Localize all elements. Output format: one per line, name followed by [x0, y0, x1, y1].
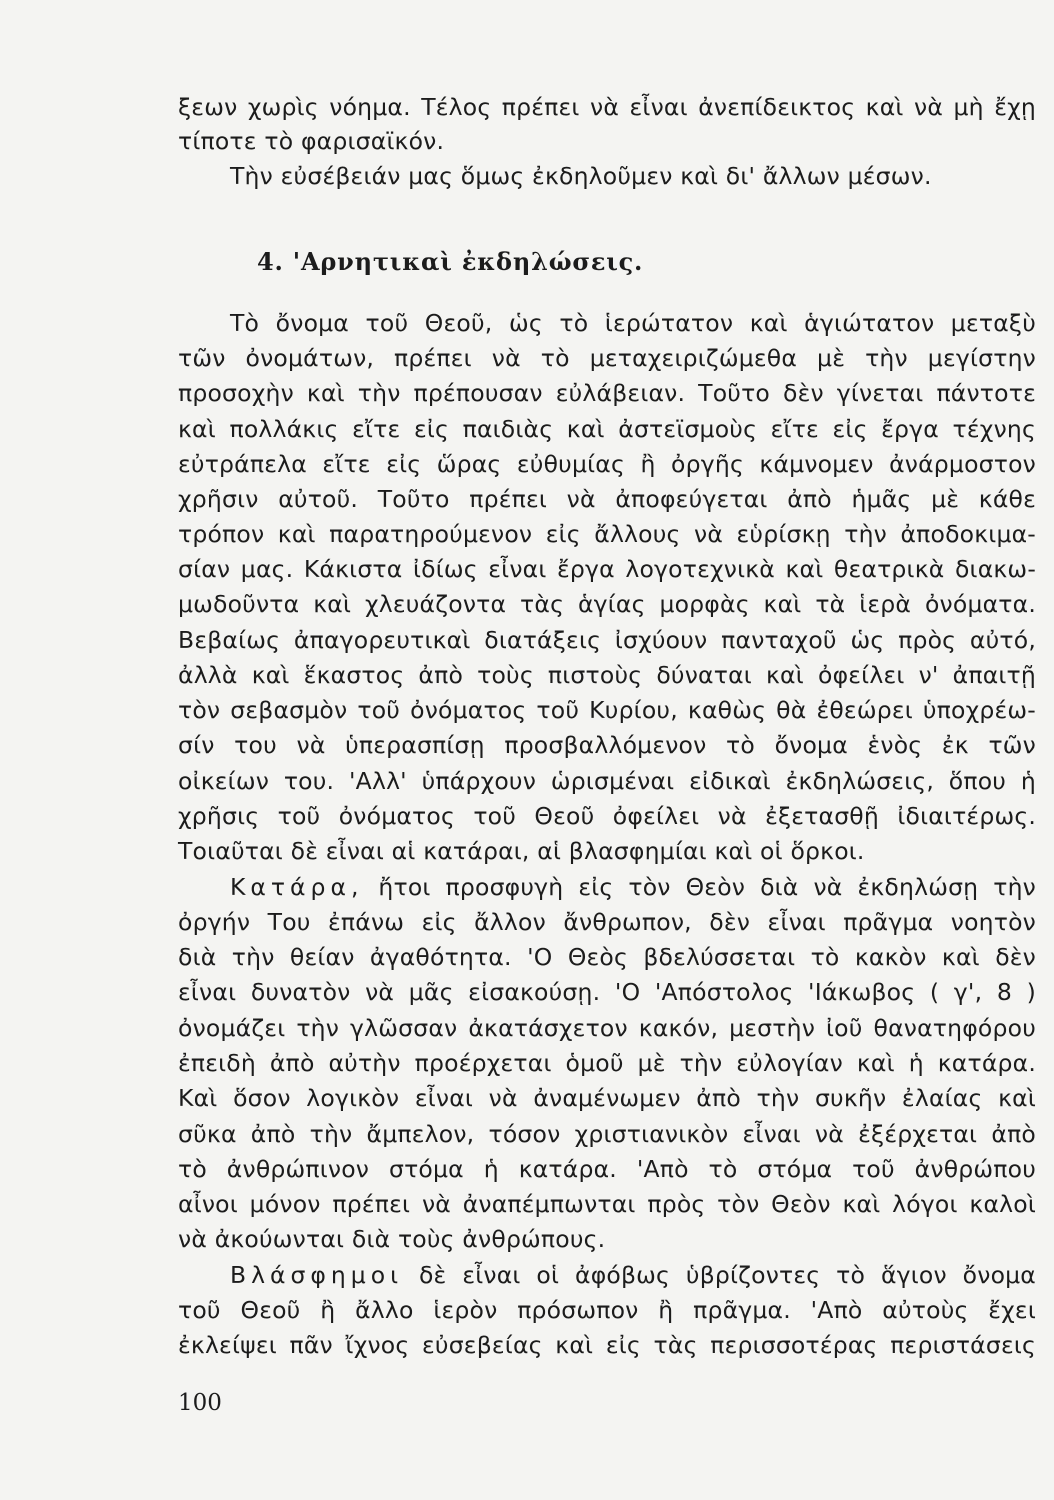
text-line: τῶν ὀνομάτων, πρέπει νὰ τὸ μεταχειριζώμεθα μὲ τὴν μεγίστην: [178, 344, 1036, 372]
text-line: χρῆσις τοῦ ὀνόματος τοῦ Θεοῦ ὀφείλει νὰ ἐξετασθῇ ἰδιαιτέρως.: [178, 802, 1036, 830]
text-line: καὶ πολλάκις εἴτε εἰς παιδιὰς καὶ ἀστεϊσμοὺς εἴτε εἰς ἔργα τέχνης: [178, 415, 1036, 443]
text-line: τοῦ Θεοῦ ἢ ἄλλο ἱερὸν πρόσωπον ἢ πρᾶγμα. 'Απὸ αὐτοὺς ἔχει: [178, 1296, 1036, 1324]
text-line: αἶνοι μόνον πρέπει νὰ ἀναπέμπωνται πρὸς τὸν Θεὸν καὶ λόγοι καλοὶ: [178, 1190, 1036, 1218]
page-number: 100: [178, 1390, 222, 1416]
text-line: Τοιαῦται δὲ εἶναι αἱ κατάραι, αἱ βλασφημίαι καὶ οἱ ὅρκοι.: [178, 837, 865, 865]
text-line: ὀργήν Του ἐπάνω εἰς ἄλλον ἄνθρωπον, δὲν εἶναι πρᾶγμα νοητὸν: [178, 908, 1036, 936]
text-line: [230, 870, 1036, 904]
text-line: οἰκείων του. 'Αλλ' ὑπάρχουν ὡρισμέναι εἰδικαὶ ἐκδηλώσεις, ὅπου ἡ: [178, 767, 1036, 795]
text-line: χρῆσιν αὐτοῦ. Τοῦτο πρέπει νὰ ἀποφεύγεται ἀπὸ ἡμᾶς μὲ κάθε: [178, 485, 1036, 513]
text-line: ἐκλείψει πᾶν ἴχνος εὐσεβείας καὶ εἰς τὰς περισσοτέρας περιστάσεις: [178, 1331, 1036, 1359]
text-line: τίποτε τὸ φαρισαϊκόν.: [178, 127, 445, 155]
text-line: ὀνομάζει τὴν γλῶσσαν ἀκατάσχετον κακόν, μεστὴν ἰοῦ θανατηφόρου: [178, 1014, 1036, 1042]
emphasized-term: Κατάρα,: [230, 873, 364, 901]
text-line-rest: ἤτοι προσφυγὴ εἰς τὸν Θεὸν διὰ νὰ ἐκδηλώσῃ τὴν: [378, 873, 1037, 901]
text-line: Τὸ ὄνομα τοῦ Θεοῦ, ὡς τὸ ἱερώτατον καὶ ἁγιώτατον μεταξὺ: [230, 309, 1036, 337]
emphasized-term: Βλάσφημοι: [230, 1261, 404, 1289]
text-line: σίαν μας. Κάκιστα ἰδίως εἶναι ἔργα λογοτεχνικὰ καὶ θεατρικὰ διακω-: [178, 555, 1036, 583]
text-line-rest: δὲ εἶναι οἱ ἀφόβως ὑβρίζοντες τὸ ἅγιον ὄνομα: [418, 1261, 1036, 1289]
text-line: Τὴν εὐσέβειάν μας ὅμως ἐκδηλοῦμεν καὶ δι' ἄλλων μέσων.: [230, 162, 932, 190]
text-line: ἀλλὰ καὶ ἕκαστος ἀπὸ τοὺς πιστοὺς δύναται καὶ ὀφείλει ν' ἀπαιτῇ: [178, 661, 1036, 689]
text-line: Βεβαίως ἀπαγορευτικαὶ διατάξεις ἰσχύουν πανταχοῦ ὡς πρὸς αὐτό,: [178, 626, 1036, 654]
text-line: εἶναι δυνατὸν νὰ μᾶς εἰσακούσῃ. 'Ο 'Απόστολος 'Ιάκωβος ( γ', 8 ): [178, 978, 1036, 1006]
text-line: εὐτράπελα εἴτε εἰς ὥρας εὐθυμίας ἢ ὀργῆς κάμνομεν ἀνάρμοστον: [178, 450, 1036, 478]
text-line: μωδοῦντα καὶ χλευάζοντα τὰς ἁγίας μορφὰς καὶ τὰ ἱερὰ ὀνόματα.: [178, 590, 1036, 618]
text-line: νὰ ἀκούωνται διὰ τοὺς ἀνθρώπους.: [178, 1225, 606, 1253]
text-line: σίν του νὰ ὑπερασπίσῃ προσβαλλόμενον τὸ ὄνομα ἑνὸς ἐκ τῶν: [178, 731, 1036, 759]
text-line: ξεων χωρὶς νόημα. Τέλος πρέπει νὰ εἶναι ἀνεπίδεικτος καὶ νὰ μὴ ἔχῃ: [178, 93, 1036, 121]
text-line: προσοχὴν καὶ τὴν πρέπουσαν εὐλάβειαν. Τοῦτο δὲν γίνεται πάντοτε: [178, 379, 1036, 407]
text-line: τὸν σεβασμὸν τοῦ ὀνόματος τοῦ Κυρίου, καθὼς θὰ ἐθεώρει ὑποχρέω-: [178, 696, 1036, 724]
section-heading: 4. 'Αρνητικαὶ ἐκδηλώσεις.: [257, 247, 644, 276]
text-line: τὸ ἀνθρώπινον στόμα ἡ κατάρα. 'Απὸ τὸ στόμα τοῦ ἀνθρώπου: [178, 1155, 1036, 1183]
text-line: [230, 1258, 1036, 1292]
text-line: τρόπον καὶ παρατηρούμενον εἰς ἄλλους νὰ εὑρίσκῃ τὴν ἀποδοκιμα-: [178, 520, 1036, 548]
text-line: σῦκα ἀπὸ τὴν ἄμπελον, τόσον χριστιανικὸν εἶναι νὰ ἐξέρχεται ἀπὸ: [178, 1120, 1036, 1148]
text-line: ἐπειδὴ ἀπὸ αὐτὴν προέρχεται ὁμοῦ μὲ τὴν εὐλογίαν καὶ ἡ κατάρα.: [178, 1049, 1036, 1077]
text-line: διὰ τὴν θείαν ἀγαθότητα. 'Ο Θεὸς βδελύσσεται τὸ κακὸν καὶ δὲν: [178, 943, 1036, 971]
text-line: Καὶ ὅσον λογικὸν εἶναι νὰ ἀναμένωμεν ἀπὸ τὴν συκῆν ἐλαίας καὶ: [178, 1084, 1036, 1112]
